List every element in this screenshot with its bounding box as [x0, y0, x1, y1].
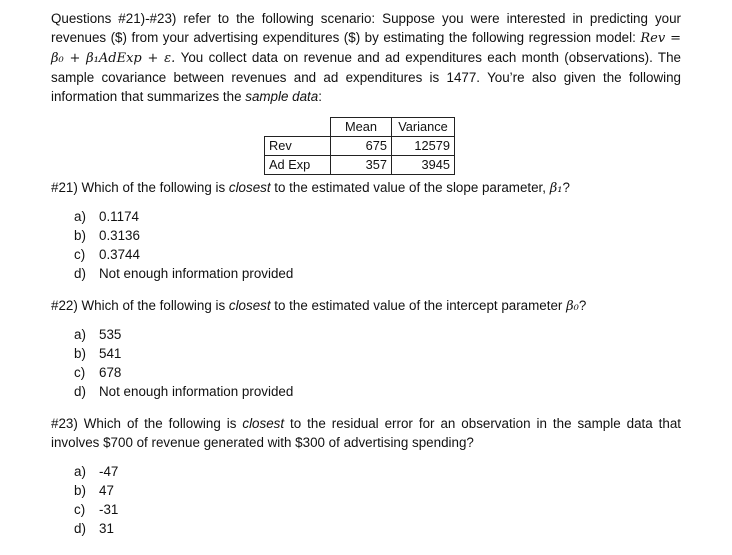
header-variance: Variance — [392, 118, 455, 137]
option-text: 678 — [99, 365, 122, 380]
option-text: 31 — [99, 521, 114, 536]
model-lhs: Rev = — [640, 31, 681, 46]
cell-mean: 675 — [331, 137, 392, 156]
q23-option-c[interactable] — [74, 500, 118, 519]
option-text: -47 — [99, 464, 119, 479]
option-text: Not enough information provided — [99, 384, 294, 399]
option-letter: a) — [74, 209, 86, 224]
option-letter: a) — [74, 327, 86, 342]
cell-variance: 12579 — [392, 137, 455, 156]
option-letter: c) — [74, 247, 86, 262]
scenario-paragraph — [51, 9, 681, 106]
question-23 — [51, 414, 681, 452]
option-letter: a) — [74, 464, 86, 479]
question-23-text-2: to the residual error for an observation in the sample data that — [284, 416, 681, 431]
question-22 — [51, 296, 586, 316]
question-23-text: #23) Which of the following is — [51, 416, 243, 431]
q23-option-a[interactable] — [74, 462, 118, 481]
q21-option-c[interactable] — [74, 245, 140, 264]
option-text: 541 — [99, 346, 122, 361]
option-text: 47 — [99, 483, 114, 498]
scenario-line-2-text: revenues ($) from your advertising expenditures ($) by estimating the following regression model: — [51, 30, 641, 45]
question-22-text: #22) Which of the following is — [51, 298, 229, 313]
question-22-text-2: to the estimated value of the intercept parameter — [270, 298, 567, 313]
option-text: 0.3744 — [99, 247, 140, 262]
option-letter: c) — [74, 365, 86, 380]
option-text: 0.3136 — [99, 228, 140, 243]
question-21-emphasis: closest — [228, 180, 271, 195]
scenario-line-4: sample covariance between revenues and ad expenditures is 1477. You’re also given the following — [51, 70, 681, 85]
option-text: 535 — [99, 327, 122, 342]
question-21-text: #21) Which of the following is — [51, 180, 229, 195]
q23-option-d[interactable] — [74, 519, 114, 538]
sample-data-emphasis: sample data — [245, 89, 319, 104]
option-letter: b) — [74, 346, 86, 361]
table-row — [265, 156, 455, 175]
q21-option-a[interactable] — [74, 207, 139, 226]
option-letter: d) — [74, 384, 86, 399]
question-23-emphasis: closest — [242, 416, 285, 431]
scenario-line-3-text: You collect data on revenue and ad expenditures each month (observations). The — [175, 50, 682, 65]
header-mean: Mean — [331, 118, 392, 137]
table-row — [265, 137, 455, 156]
q21-option-b[interactable] — [74, 226, 140, 245]
scenario-line-5-text: information that summarizes the — [51, 89, 246, 104]
scenario-line-2 — [51, 28, 681, 48]
q22-option-c[interactable] — [74, 363, 121, 382]
scenario-line-5-colon: : — [318, 89, 322, 104]
q22-option-d[interactable] — [74, 382, 293, 401]
q22-option-b[interactable] — [74, 344, 121, 363]
slope-symbol: β₁ — [549, 181, 563, 196]
intercept-symbol: β₀ — [566, 299, 579, 314]
row-label: Rev — [265, 137, 331, 156]
model-rhs: β₀ + β₁AdExp + ε. — [51, 51, 176, 66]
row-label: Ad Exp — [265, 156, 331, 175]
question-22-emphasis: closest — [228, 298, 271, 313]
option-letter: b) — [74, 483, 86, 498]
summary-stats-table — [264, 117, 455, 175]
option-letter: b) — [74, 228, 86, 243]
cell-variance: 3945 — [392, 156, 455, 175]
option-text: 0.1174 — [99, 209, 139, 224]
option-text: Not enough information provided — [99, 266, 294, 281]
scenario-line-3 — [51, 48, 681, 68]
question-21 — [51, 178, 570, 198]
q21-option-d[interactable] — [74, 264, 293, 283]
option-letter: c) — [74, 502, 86, 517]
question-23-line-1 — [51, 414, 681, 433]
option-letter: d) — [74, 521, 86, 536]
option-letter: d) — [74, 266, 86, 281]
question-23-line-2: involves $700 of revenue generated with $300 of advertising spending? — [51, 435, 474, 450]
q23-option-b[interactable] — [74, 481, 114, 500]
q22-option-a[interactable] — [74, 325, 121, 344]
scenario-line-5 — [51, 87, 681, 106]
table-corner-cell — [265, 118, 331, 137]
cell-mean: 357 — [331, 156, 392, 175]
table-header-row — [265, 118, 455, 137]
option-text: -31 — [99, 502, 119, 517]
question-21-mark: ? — [562, 180, 570, 195]
question-22-mark: ? — [578, 298, 587, 313]
scenario-line-1: Questions #21)-#23) refer to the following scenario: Suppose you were interested in predicting your — [51, 11, 681, 26]
question-21-text-2: to the estimated value of the slope parameter, — [270, 180, 550, 195]
